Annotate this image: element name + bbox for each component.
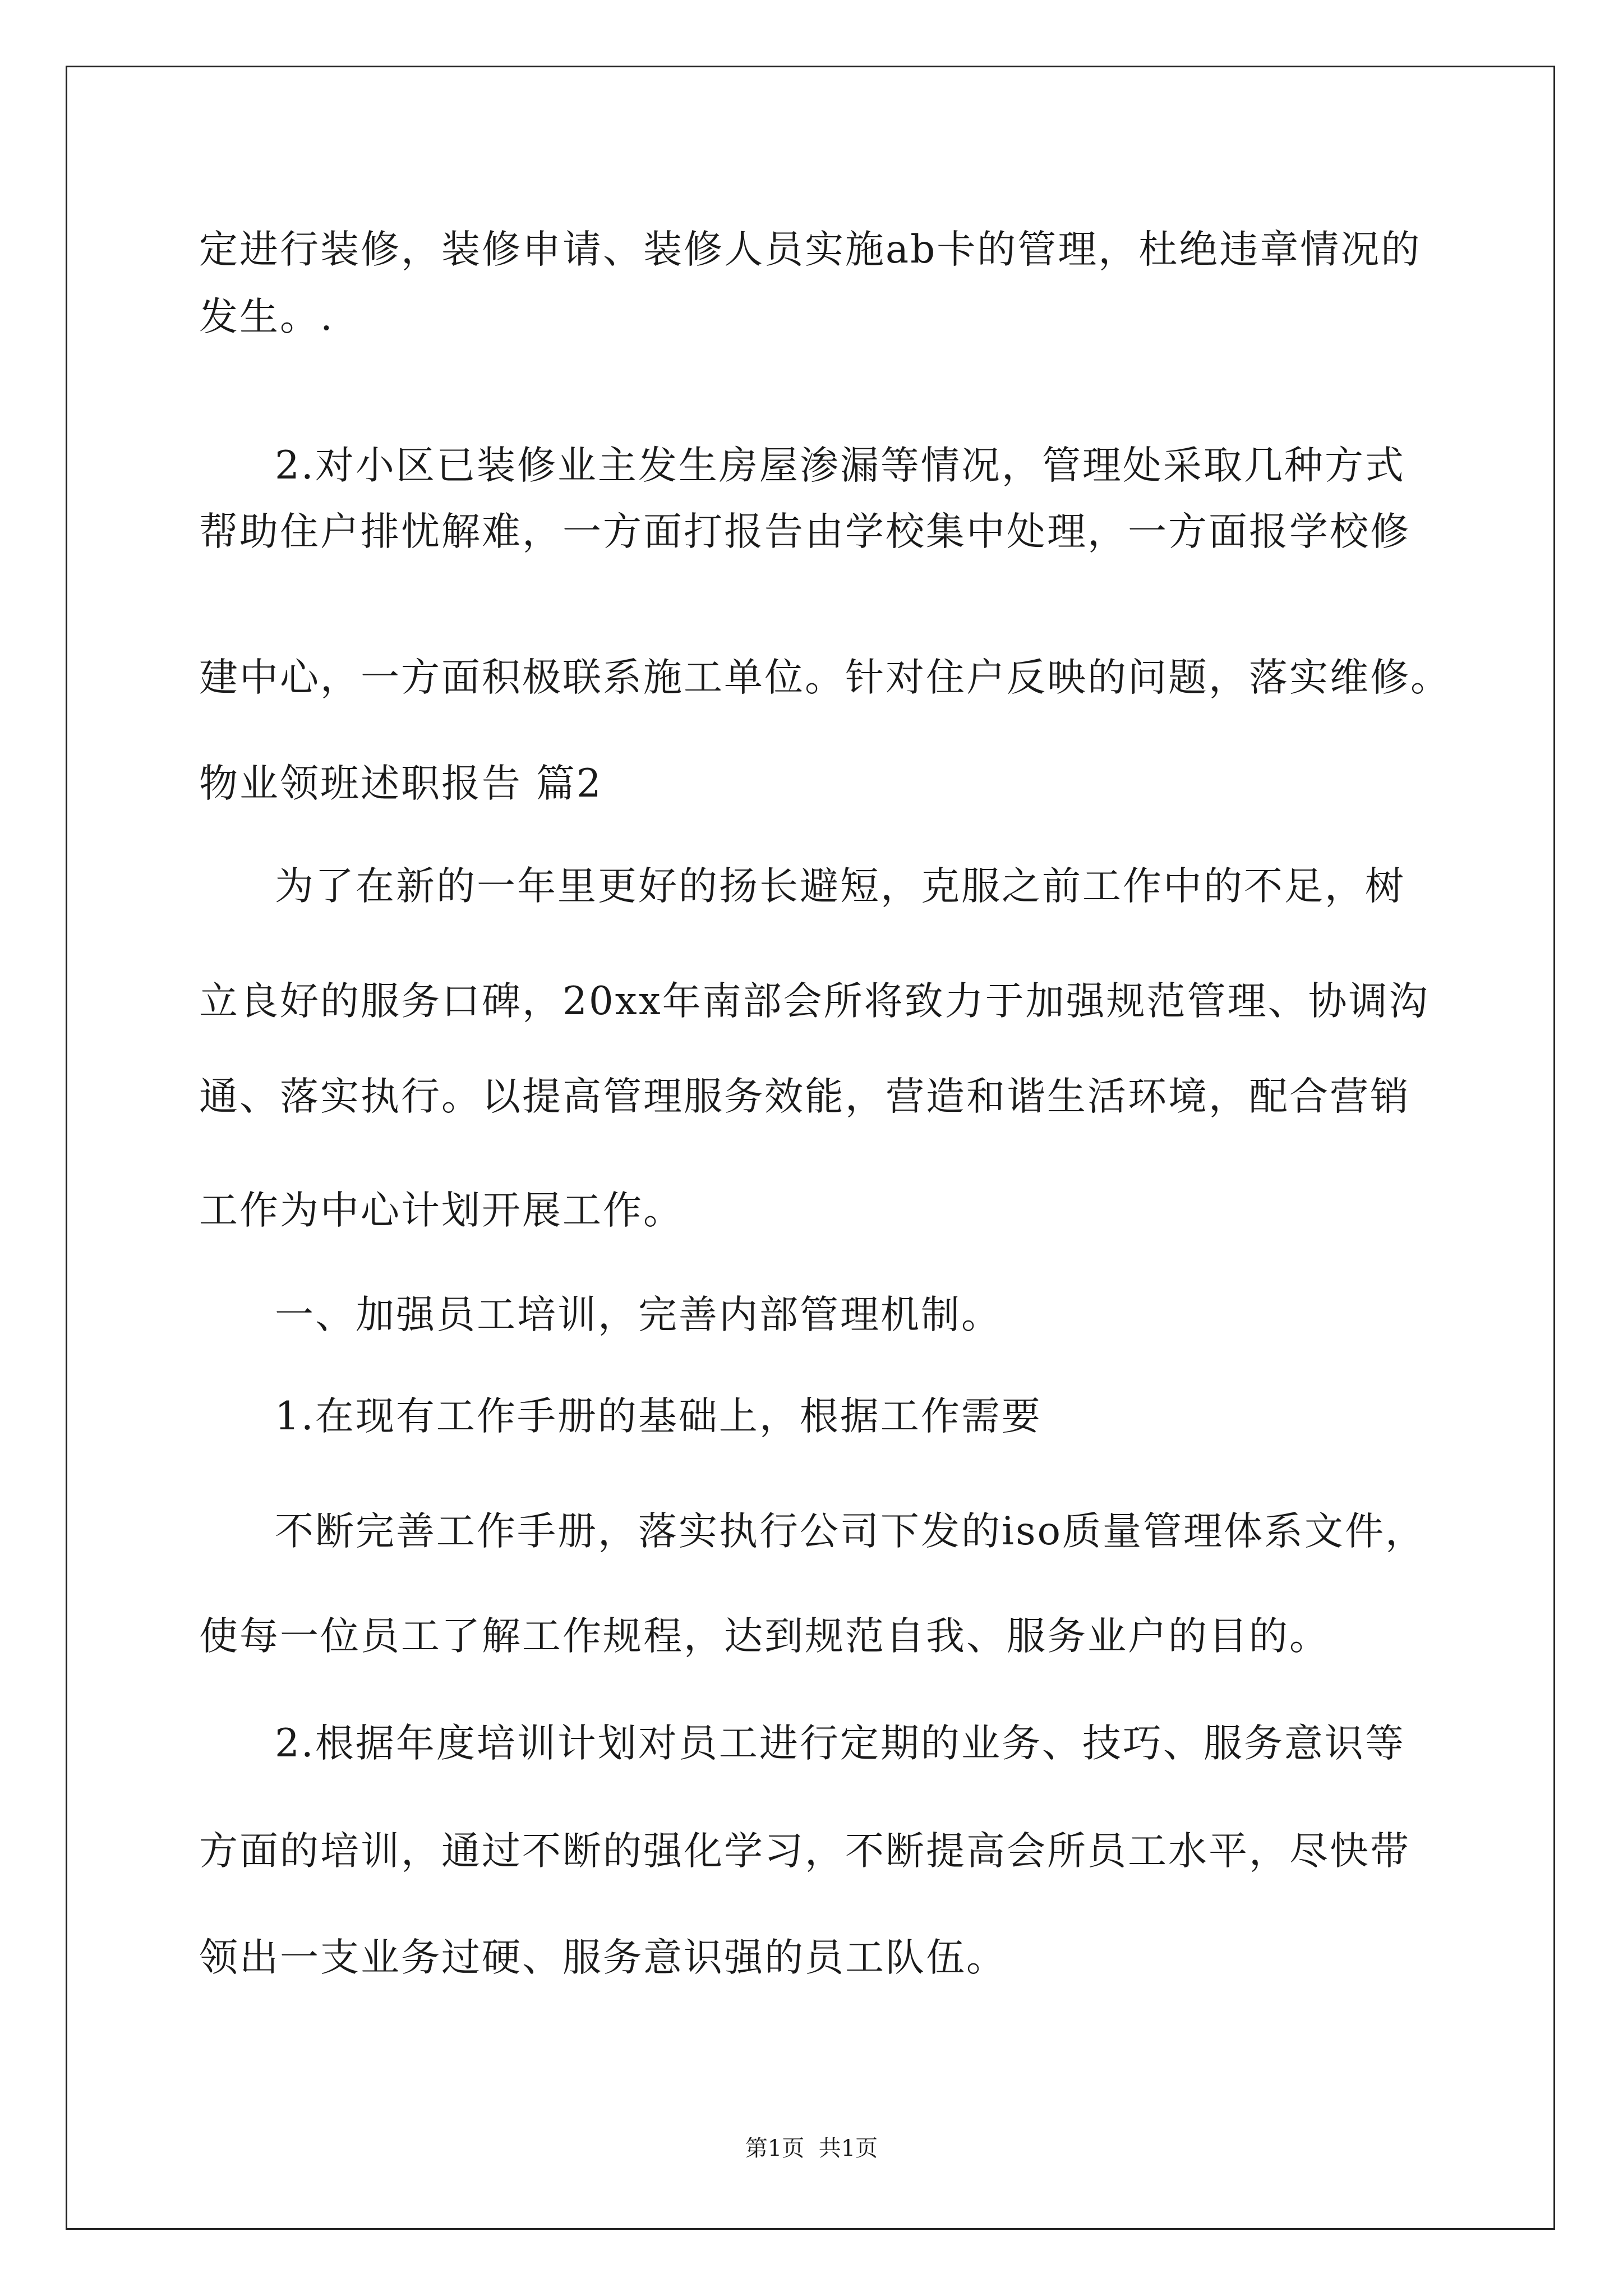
body-line: 一、加强员工培训，完善内部管理机制。 [275,1292,1002,1337]
body-line: 2.对小区已装修业主发生房屋渗漏等情况，管理处采取几种方式 [275,443,1405,488]
body-line: 立良好的服务口碑，20xx年南部会所将致力于加强规范管理、协调沟 [199,979,1430,1024]
body-line: 方面的培训，通过不断的强化学习，不断提高会所员工水平，尽快带 [199,1829,1410,1874]
body-line: 定进行装修，装修申请、装修人员实施ab卡的管理，杜绝违章情况的 [199,227,1422,272]
page-border [66,66,1555,2230]
body-line: 建中心，一方面积极联系施工单位。针对住户反映的问题，落实维修。 [199,655,1451,700]
body-line: 通、落实执行。以提高管理服务效能，营造和谐生活环境，配合营销 [199,1074,1410,1119]
body-line: 1.在现有工作手册的基础上，根据工作需要 [275,1394,1042,1439]
body-line: 发生。. [199,295,334,339]
section-heading: 物业领班述职报告 篇2 [199,761,603,806]
body-line: 2.根据年度培训计划对员工进行定期的业务、技巧、服务意识等 [275,1721,1405,1766]
body-line: 为了在新的一年里更好的扬长避短，克服之前工作中的不足，树 [275,864,1405,909]
body-line: 使每一位员工了解工作规程，达到规范自我、服务业户的目的。 [199,1614,1330,1659]
page-footer: 第1页 共1页 [745,2136,878,2161]
body-line: 帮助住户排忧解难，一方面打报告由学校集中处理，一方面报学校修 [199,509,1410,554]
body-line: 工作为中心计划开展工作。 [199,1188,684,1233]
body-line: 领出一支业务过硬、服务意识强的员工队伍。 [199,1935,1007,1980]
body-line: 不断完善工作手册，落实执行公司下发的iso质量管理体系文件， [275,1509,1426,1554]
